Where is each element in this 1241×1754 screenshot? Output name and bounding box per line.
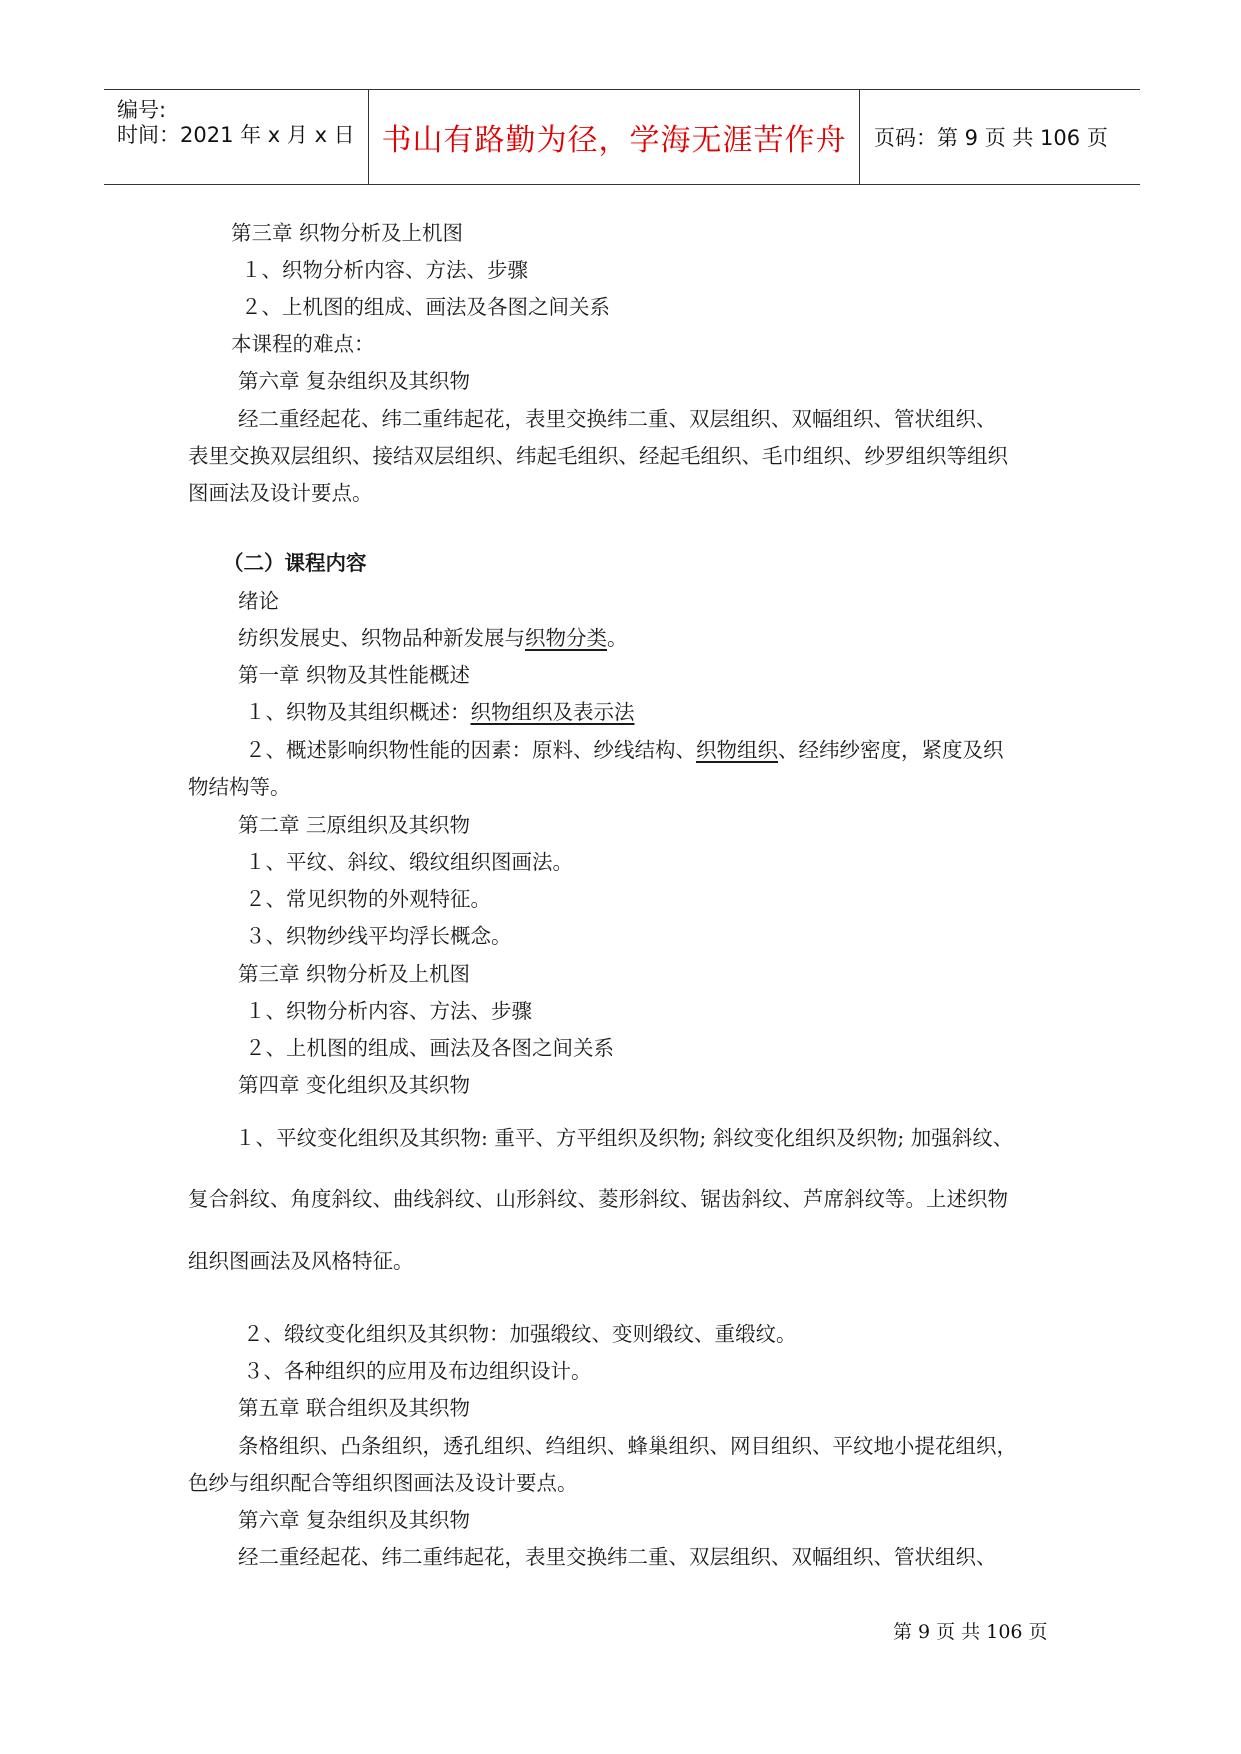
paragraph-line (238, 628, 628, 649)
underlined-term: 织物组织及表示法 (470, 700, 635, 724)
paragraph-line: 物结构等。 (188, 775, 291, 799)
list-item: １、平纹变化组织及其织物: 重平、方平组织及织物; 斜纹变化组织及织物; 加强斜纹、 (235, 1126, 1014, 1150)
section-label: 本课程的难点： (231, 332, 375, 356)
header-motto: 书山有路勤为径，学海无涯苦作舟 (369, 90, 860, 184)
text-segment: ２、概述影响织物性能的因素：原料、纱线结构、 (245, 738, 696, 762)
header-page-code-cell (860, 90, 1140, 184)
page-footer: 第 9 页 共 106 页 (893, 1621, 1048, 1643)
list-item: １、织物分析内容、方法、步骤 (245, 999, 532, 1023)
paragraph-line: 色纱与组织配合等组织图画法及设计要点。 (188, 1471, 578, 1495)
underlined-term: 织物分类 (525, 626, 607, 650)
text-segment: 纺织发展史、织物品种新发展与 (238, 626, 525, 650)
chapter-heading: 绪论 (238, 589, 279, 613)
list-item: １、平纹、斜纹、缎纹组织图画法。 (245, 850, 573, 874)
chapter-heading: 第一章 织物及其性能概述 (238, 663, 471, 687)
list-item: ３、各种组织的应用及布边组织设计。 (243, 1359, 592, 1383)
chapter-heading: 第五章 联合组织及其织物 (238, 1396, 471, 1420)
chapter-heading: 第四章 变化组织及其织物 (238, 1073, 471, 1097)
paragraph-line: 条格组织、凸条组织，透孔组织、绉组织、蜂巢组织、网目组织、平纹地小提花组织， (238, 1434, 1017, 1458)
list-item: １、织物分析内容、方法、步骤 (241, 258, 528, 282)
list-item: ２、上机图的组成、画法及各图之间关系 (245, 1036, 614, 1060)
list-item (245, 740, 1004, 761)
paragraph-line: 组织图画法及风格特征。 (188, 1249, 414, 1273)
text-segment: 、经纬纱密度，紧度及织 (778, 738, 1004, 762)
chapter-heading: 第三章 织物分析及上机图 (238, 962, 471, 986)
number-label: 编号: (117, 98, 167, 122)
text-segment: 。 (607, 626, 628, 650)
list-item: ２、缎纹变化组织及其织物：加强缎纹、变则缎纹、重缎纹。 (243, 1322, 797, 1346)
list-item (245, 702, 635, 723)
list-item: ３、织物纱线平均浮长概念。 (245, 924, 512, 948)
chapter-heading: 第三章 织物分析及上机图 (231, 221, 464, 245)
chapter-heading: 第二章 三原组织及其织物 (238, 813, 471, 837)
chapter-heading: 第六章 复杂组织及其织物 (238, 1508, 471, 1532)
paragraph-line: 表里交换双层组织、接结双层组织、纬起毛组织、经起毛组织、毛巾组织、纱罗组织等组织 (188, 444, 1008, 468)
page-header (104, 89, 1140, 185)
page-code: 页码：第 9 页 共 106 页 (874, 126, 1108, 150)
paragraph-line: 经二重经起花、纬二重纬起花，表里交换纬二重、双层组织、双幅组织、管状组织、 (238, 407, 997, 431)
chapter-heading: 第六章 复杂组织及其织物 (238, 369, 471, 393)
text-segment: １、织物及其组织概述： (245, 700, 471, 724)
time-label: 时间：2021 年 x 月 x 日 (117, 123, 355, 147)
section-heading: （二）课程内容 (223, 551, 367, 575)
underlined-term: 织物组织 (696, 738, 778, 762)
header-info-cell (104, 90, 369, 184)
paragraph-line: 复合斜纹、角度斜纹、曲线斜纹、山形斜纹、菱形斜纹、锯齿斜纹、芦席斜纹等。上述织物 (188, 1187, 1008, 1211)
paragraph-line: 经二重经起花、纬二重纬起花，表里交换纬二重、双层组织、双幅组织、管状组织、 (238, 1545, 997, 1569)
list-item: ２、上机图的组成、画法及各图之间关系 (241, 295, 610, 319)
paragraph-line: 图画法及设计要点。 (188, 481, 373, 505)
list-item: ２、常见织物的外观特征。 (245, 887, 491, 911)
